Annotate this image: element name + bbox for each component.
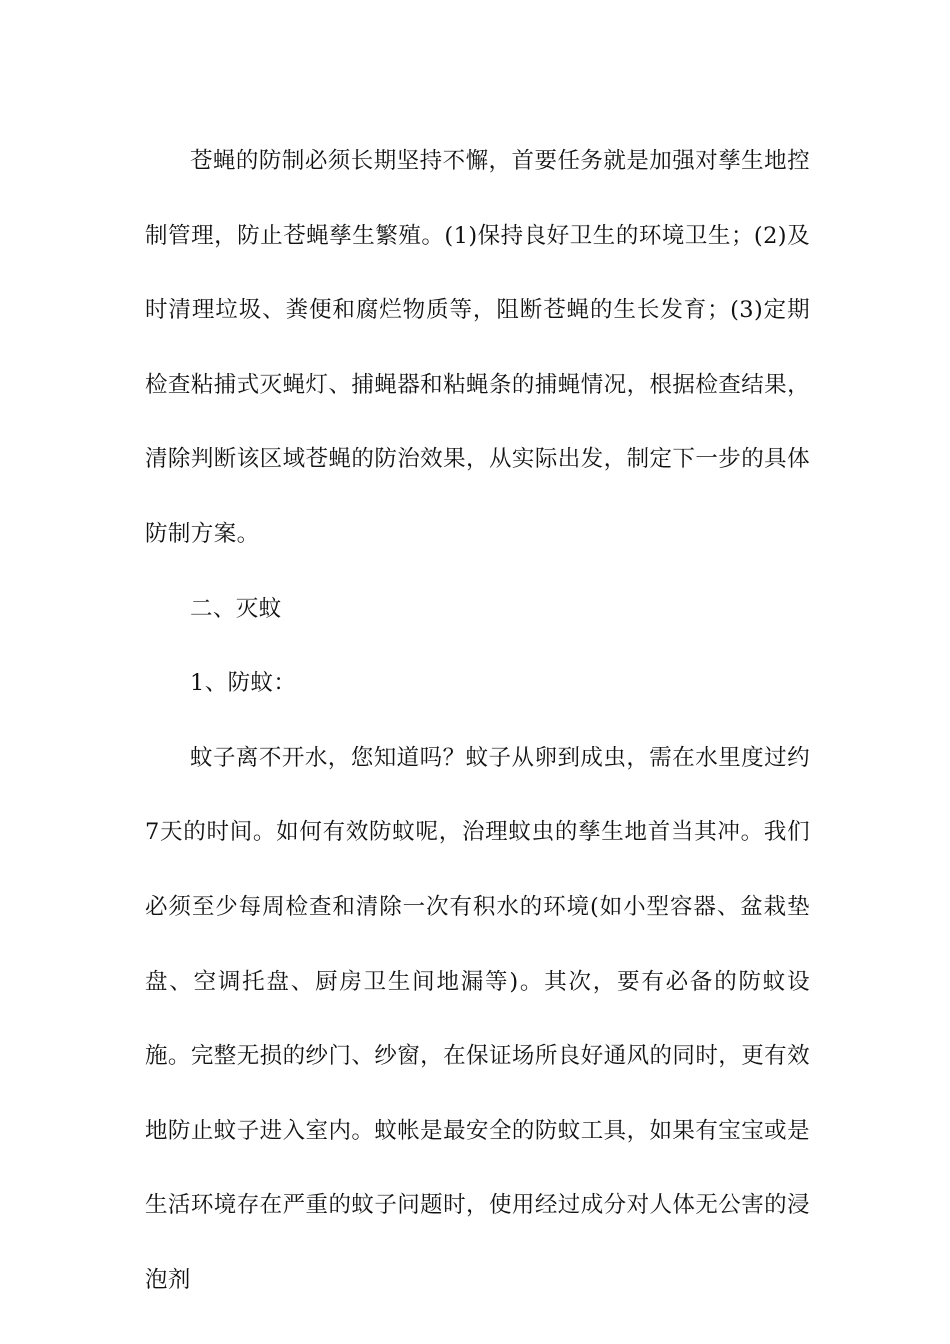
paragraph-mosquito-prevention: 蚊子离不开水，您知道吗？蚊子从卵到成虫，需在水里度过约7天的时间。如何有效防蚊呢，治理蚊虫的孳生地首当其冲。我们必须至少每周检查和清除一次有积水的环境(如小型容器、盆栽垫盘、空调托盘、厨房卫生间地漏等)。其次，要有必备的防蚊设施。完整无损的纱门、纱窗，在保证场所良好通风的同时，更有效地防止蚊子进入室内。蚊帐是最安全的防蚊工具，如果有宝宝或是生活环境存在严重的蚊子问题时，使用经过成分对人体无公害的浸泡剂	[145, 744, 810, 1293]
subsection-heading-prevention: 1、防蚊：	[190, 670, 297, 697]
section-heading-mosquito: 二、灭蚊	[190, 595, 282, 622]
document-body	[145, 124, 810, 1318]
paragraph-fly-control: 苍蝇的防制必须长期坚持不懈，首要任务就是加强对孳生地控制管理，防止苍蝇孳生繁殖。(1)保持良好卫生的环境卫生；(2)及时清理垃圾、粪便和腐烂物质等，阻断苍蝇的生长发育；(3)定期检查粘捕式灭蝇灯、捕蝇器和粘蝇条的捕蝇情况，根据检查结果，清除判断该区域苍蝇的防治效果，从实际出发，制定下一步的具体防制方案。	[145, 148, 810, 547]
